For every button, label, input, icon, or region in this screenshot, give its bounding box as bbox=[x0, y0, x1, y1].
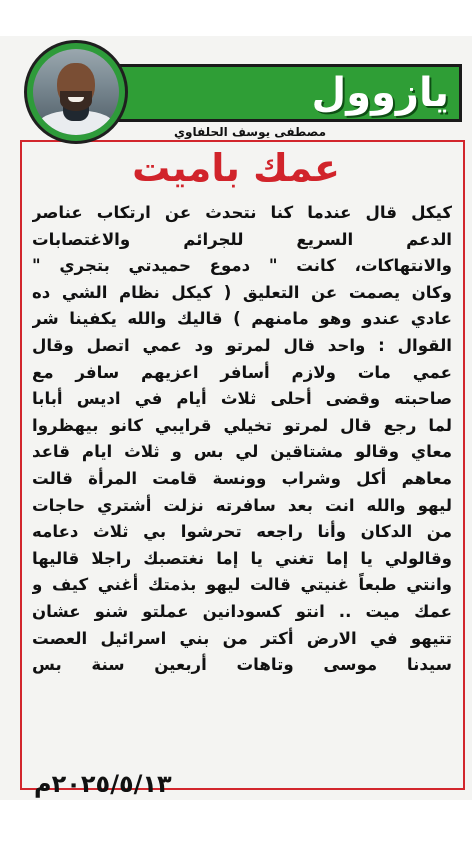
bottom-margin bbox=[0, 800, 472, 861]
publication-date: ٢٠٢٥/٥/١٣م bbox=[34, 770, 172, 798]
body-line: وانتي طبعاً غنيتي قالت ليهو بذمتك أغني كيف و bbox=[32, 575, 452, 595]
author-photo bbox=[24, 40, 128, 144]
body-line: القوال : واحد قال لمرتو ود عمي اتصل وقال bbox=[32, 335, 452, 355]
body-line: لما رجع قال لمرتو تخيلي قرايبي كانو بيهظروا bbox=[32, 415, 452, 435]
body-line: وقالولي يا إما تغني يا إما نغتصبك راجلا قاليها bbox=[32, 548, 452, 568]
body-line: عادي عندو وهو مامنهم ) قاليك والله يكفينا شر bbox=[32, 309, 452, 329]
body-line: من الدكان وأنا راجعه تحرشوا بي ثلاث دعامه bbox=[32, 522, 452, 542]
body-line: معاهم أكل وشراب وونسة قامت المرأة قالت bbox=[32, 468, 452, 488]
author-name: مصطفى يوسف الحلفاوي bbox=[174, 125, 326, 139]
body-line: معاي وقالو مشتاقين لي بس و ثلاث ايام قاعد bbox=[32, 442, 452, 462]
body-line: كيكل قال عندما كنا نتحدث عن ارتكاب عناصر bbox=[32, 203, 452, 222]
body-line: سيدنا موسى وتاهات أربعين سنة بس bbox=[32, 655, 452, 675]
column-title: يازوول bbox=[311, 70, 449, 116]
article-headline: عمك باميت bbox=[132, 146, 340, 190]
body-line: عمي مات ولازم أسافر اعزيهم سافر مع bbox=[32, 362, 452, 382]
body-line: والانتهاكات، كانت " دموع حميدتي بتجري " bbox=[32, 256, 452, 276]
body-line: ليهو والله انت بعد سافرته نزلت أشتري حاجات bbox=[32, 495, 452, 515]
article-body bbox=[32, 200, 452, 785]
portrait-smile bbox=[68, 97, 84, 102]
column-banner bbox=[108, 64, 462, 122]
author-portrait bbox=[33, 49, 119, 135]
body-line: تتيهو في الارض أكتر من بني اسرائيل العصت bbox=[32, 628, 452, 648]
top-margin bbox=[0, 0, 472, 36]
body-line: الدعم السريع للجرائم والاغتصابات bbox=[32, 229, 452, 249]
body-line: عمك ميت .. انتو كسودانين عملتو شنو عشان bbox=[32, 601, 452, 621]
body-line: صاحبته وقضى أحلى ثلاث أيام في اديس أبابا bbox=[32, 389, 452, 409]
body-line: وكان يصمت عن التعليق ( كيكل نظام الشي ده bbox=[32, 282, 452, 302]
